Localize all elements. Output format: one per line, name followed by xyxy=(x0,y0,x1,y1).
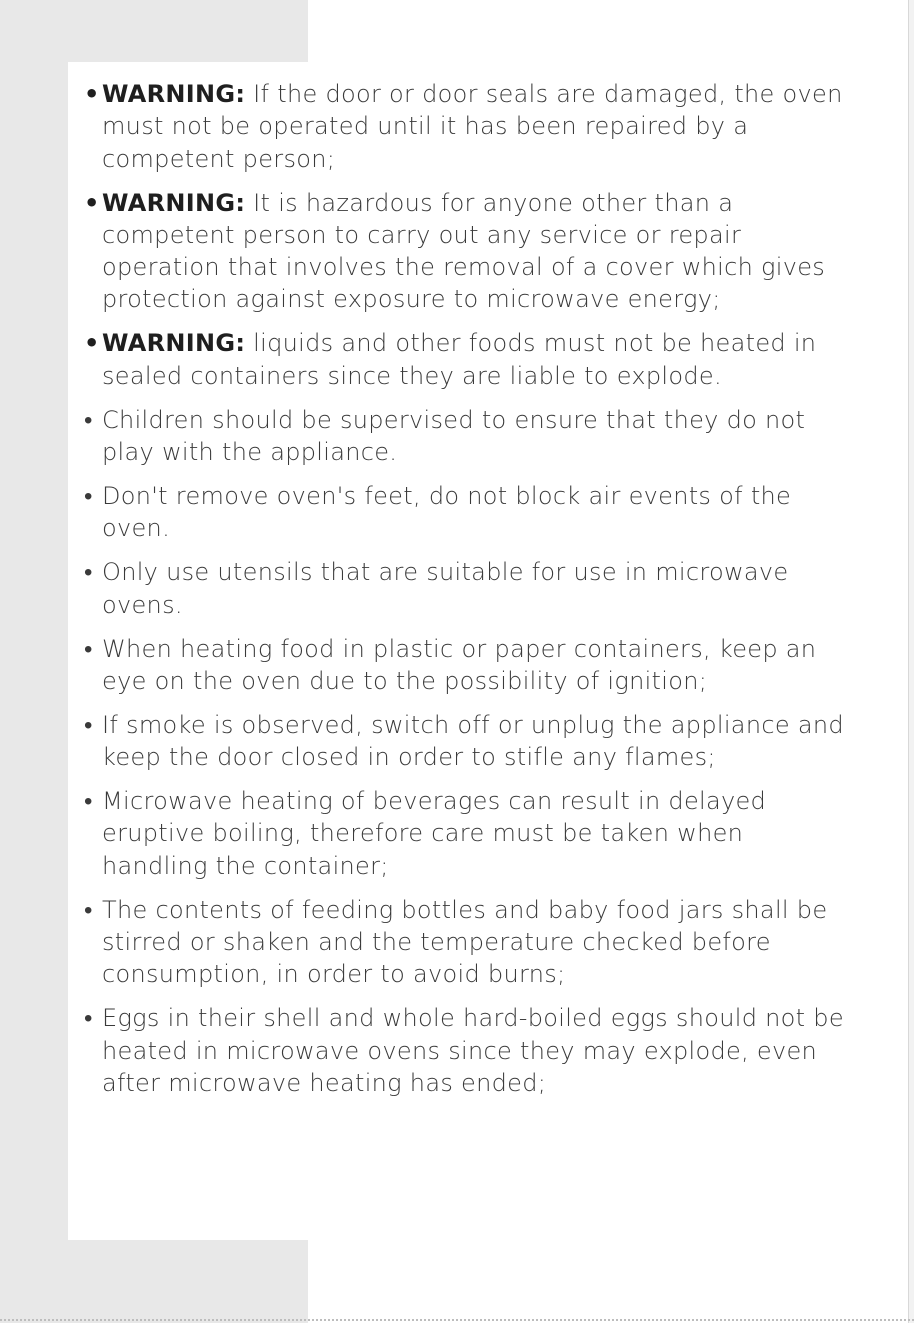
item-text: Children should be supervised to ensure that they do not play with the appliance. xyxy=(102,405,806,467)
page-margin-left xyxy=(0,0,68,1323)
bullet: • xyxy=(84,558,93,587)
bullet: • xyxy=(84,710,93,739)
bullet: • xyxy=(84,405,93,434)
bullet: • xyxy=(84,787,93,816)
item-text: When heating food in plastic or paper containers, keep an eye on the oven due to the possibility of ignition; xyxy=(102,634,817,695)
list-item xyxy=(84,327,844,392)
bullet: • xyxy=(84,634,93,663)
warning-label: WARNING: xyxy=(102,188,246,217)
list-item xyxy=(84,187,844,316)
page-edge-bottom xyxy=(0,1319,914,1321)
item-text: If smoke is observed, switch off or unplug the appliance and keep the door closed in order to stifle any flames; xyxy=(102,710,844,772)
bullet: • xyxy=(84,482,93,511)
bullet: • xyxy=(84,80,100,108)
bullet: • xyxy=(84,329,100,358)
list-item xyxy=(84,785,844,882)
item-text: Only use utensils that are suitable for use in microwave ovens. xyxy=(102,558,789,619)
list-item xyxy=(84,1002,844,1099)
item-text: Microwave heating of beverages can result in delayed eruptive boiling, therefore care must be taken when handling the container; xyxy=(102,787,767,880)
bullet: • xyxy=(84,895,93,924)
list-item xyxy=(84,404,844,469)
bullet: • xyxy=(84,188,100,217)
item-text: Don't remove oven's feet, do not block air events of the oven. xyxy=(102,482,792,543)
page-margin-bottom xyxy=(0,1240,308,1323)
safety-instructions xyxy=(84,78,844,1111)
list-item xyxy=(84,556,844,621)
item-text: If the door or door seals are damaged, the oven must not be operated until it has been repaired by a competent person; xyxy=(102,80,843,173)
item-text: Eggs in their shell and whole hard-boiled eggs should not be heated in microwave ovens since they may explode, even after microwave heating has ended; xyxy=(102,1004,844,1097)
item-text: The contents of feeding bottles and baby food jars shall be stirred or shaken and the temperature checked before consumption, in order to avoid burns; xyxy=(102,895,828,989)
list-item xyxy=(84,633,844,698)
safety-list xyxy=(84,78,844,1099)
list-item xyxy=(84,709,844,774)
bullet: • xyxy=(84,1004,93,1033)
list-item xyxy=(84,480,844,545)
page-edge-right xyxy=(908,0,914,1323)
list-item xyxy=(84,78,844,175)
list-item xyxy=(84,894,844,991)
item-text: liquids and other foods must not be heated in sealed containers since they are liable to explode. xyxy=(102,329,817,390)
item-text: It is hazardous for anyone other than a competent person to carry out any service or repair operation that involves the removal of a cover which gives protection against exposure to microwave energy; xyxy=(102,188,826,314)
warning-label: WARNING: xyxy=(102,80,246,108)
warning-label: WARNING: xyxy=(102,329,246,358)
